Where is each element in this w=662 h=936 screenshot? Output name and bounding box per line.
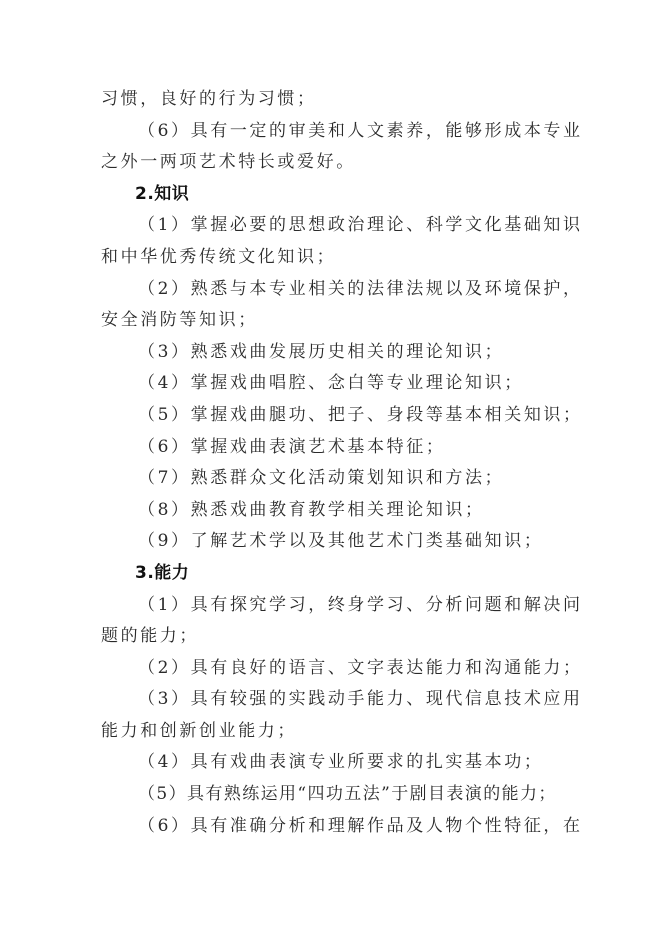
- text-line: 习惯，良好的行为习惯；: [101, 89, 317, 109]
- text-line: 安全消防等知识；: [101, 310, 258, 331]
- list-item: （2）具有良好的语言、文字表达能力和沟通能力；: [138, 657, 583, 678]
- text-line: 和中华优秀传统文化知识；: [101, 246, 337, 267]
- list-item: （9）了解艺术学以及其他艺术门类基础知识；: [138, 531, 544, 552]
- text-line: 之外一两项艺术特长或爱好。: [101, 152, 356, 173]
- section-heading-ability: 3.能力: [135, 562, 190, 583]
- document-page: [101, 84, 583, 842]
- list-item: （4）具有戏曲表演专业所要求的扎实基本功；: [138, 752, 544, 773]
- list-item: （6）掌握戏曲表演艺术基本特征；: [138, 436, 446, 457]
- list-item: （4）掌握戏曲唱腔、念白等专业理论知识；: [138, 373, 524, 394]
- section-heading-knowledge: 2.知识: [135, 183, 190, 204]
- list-item: （3）熟悉戏曲发展历史相关的理论知识；: [138, 341, 505, 362]
- list-item: （1）掌握必要的思想政治理论、科学文化基础知识: [138, 215, 583, 236]
- list-item: （5）具有熟练运用“四功五法”于剧目表演的能力；: [138, 784, 557, 805]
- list-item: （8）熟悉戏曲教育教学相关理论知识；: [138, 499, 485, 520]
- text-line: 题的能力；: [101, 626, 199, 647]
- list-item: （6）具有一定的审美和人文素养，能够形成本专业: [138, 120, 583, 141]
- list-item: （7）熟悉群众文化活动策划知识和方法；: [138, 468, 505, 489]
- list-item: （3）具有较强的实践动手能力、现代信息技术应用: [138, 689, 583, 710]
- list-item: （6）具有准确分析和理解作品及人物个性特征，在: [138, 815, 583, 836]
- list-item: （2）熟悉与本专业相关的法律法规以及环境保护，: [138, 278, 583, 299]
- text-line: 能力和创新创业能力；: [101, 720, 297, 741]
- list-item: （1）具有探究学习，终身学习、分析问题和解决问: [138, 594, 583, 615]
- list-item: （5）掌握戏曲腿功、把子、身段等基本相关知识；: [138, 404, 583, 425]
